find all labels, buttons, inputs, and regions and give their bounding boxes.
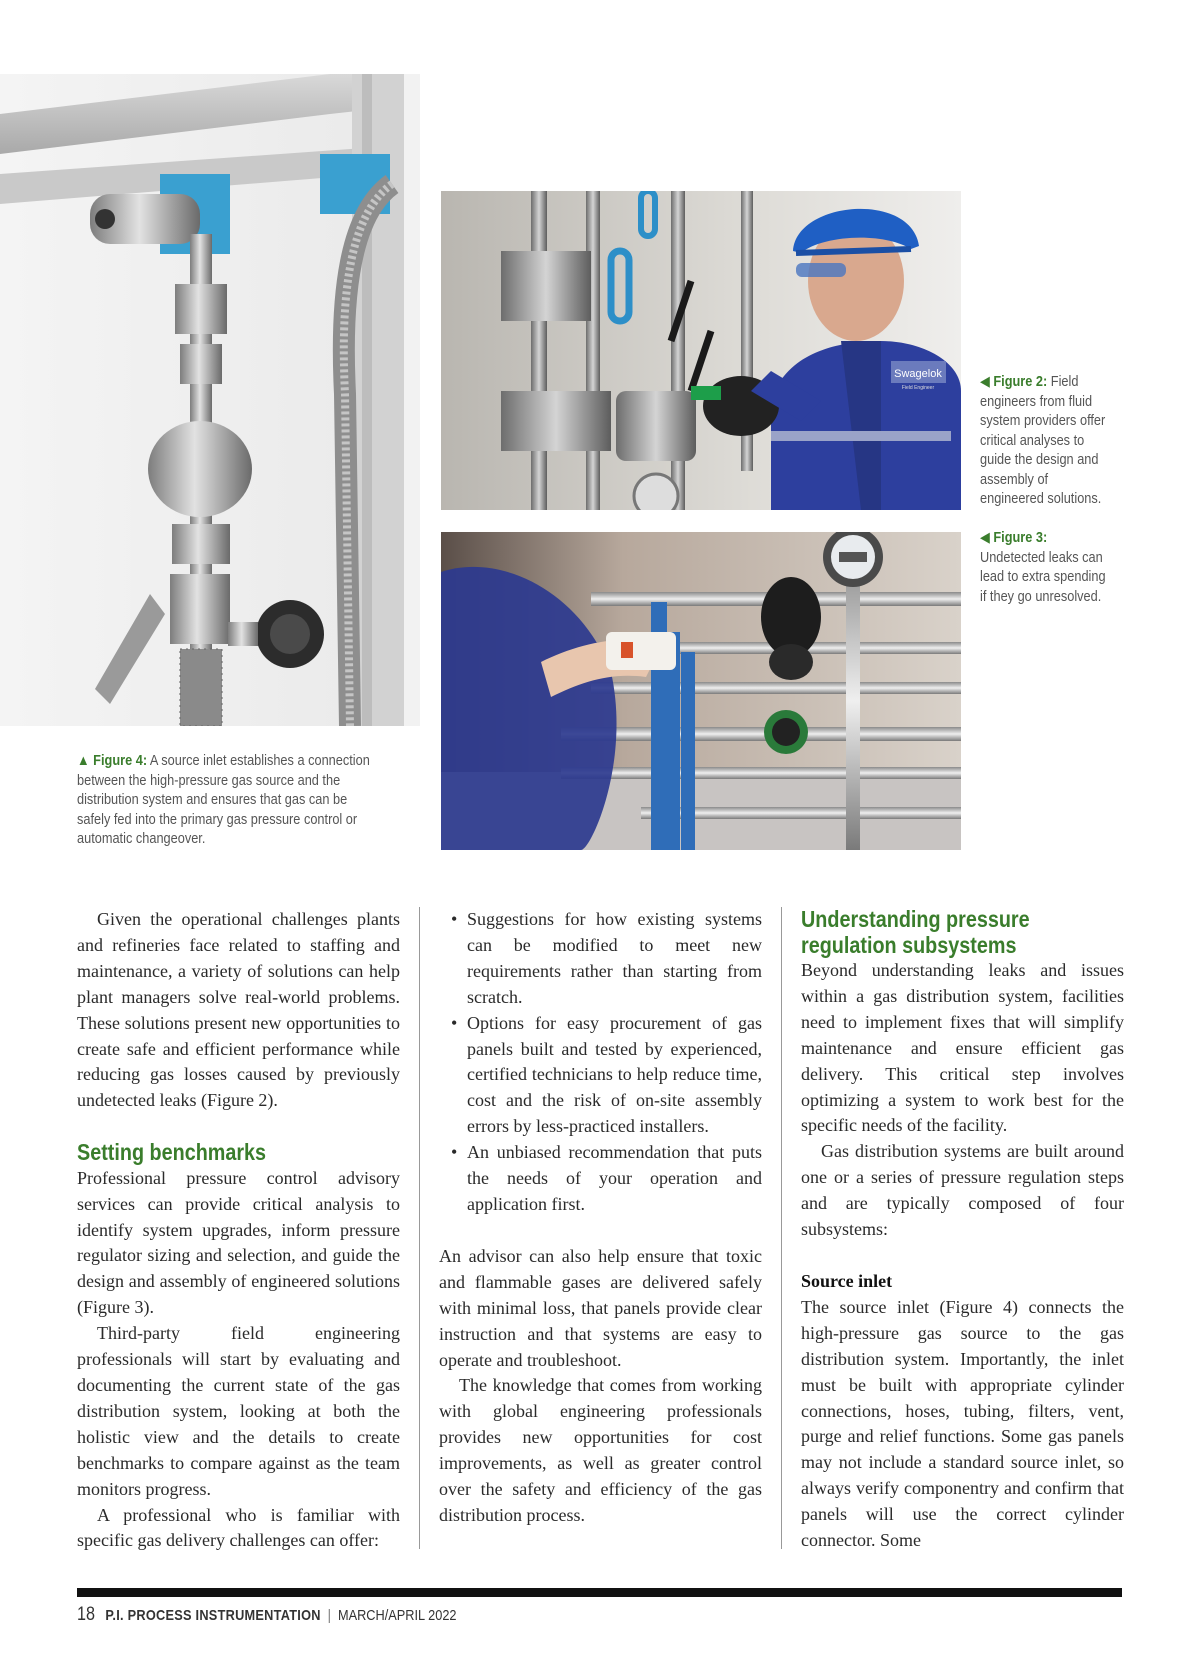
paragraph: The source inlet (Figure 4) connects the high-pressure gas source to the gas distribution system. Importantly, the inlet must be built with appropriate cylinder connections, hoses, tubing, filters, vent, purge and relief functions. Some gas panels may not include a standard source inlet, so always verify componentry and confirm that panels will use the correct cylinder connector. Some bbox=[801, 1296, 1124, 1551]
paragraph: The knowledge that comes from working with global engineering professionals provides new opportunities for cost improvements, as well as greater control over the safety and efficiency of the gas distribution process. bbox=[439, 1375, 762, 1525]
issue-date: MARCH/APRIL 2022 bbox=[337, 1607, 457, 1624]
paragraph: An advisor can also help ensure that toxic and flammable gases are delivered safely with minimal loss, that panels provide clear instruction and that systems are easy to operate and troubleshoot. bbox=[439, 1245, 762, 1370]
column-divider bbox=[781, 907, 782, 1549]
heading-pressure-regulation: Understanding pressure regulation subsystems bbox=[801, 906, 1030, 958]
figure-2-caption bbox=[980, 373, 1110, 510]
field-engineer-badge: Field Engineer bbox=[901, 385, 935, 391]
figure-4-caption bbox=[77, 752, 379, 850]
paragraph: Third-party field engineering professionals will start by evaluating and documenting the current state of the gas distribution system, looking at both the holistic view and the details to create benchmarks to compare against as the team monitors progress. bbox=[77, 1323, 400, 1499]
figure-3-caption-text: Undetected leaks can lead to extra spending if they go unresolved. bbox=[980, 549, 1106, 605]
page-number: 18 bbox=[77, 1604, 95, 1625]
column-2 bbox=[439, 907, 762, 1529]
bullet-list bbox=[439, 907, 762, 1218]
figure-2-label: Figure 2: bbox=[993, 374, 1048, 390]
left-arrow-icon: ◀ bbox=[980, 530, 990, 546]
paragraph: Given the operational challenges plants and refineries face related to staffing and maintenance, a variety of solutions can help plant managers solve real-world problems. These solutions present new opportunities to create safe and efficient performance while reducing gas losses caused by previously undetected leaks (Figure 2). bbox=[77, 909, 400, 1111]
column-1 bbox=[77, 907, 400, 1554]
paragraph: Beyond understanding leaks and issues within a gas distribution system, facilities need to implement fixes that will simplify maintenance and ensure efficient gas delivery. This critical step involves optimizing a system to work best for the specific needs of the facility. bbox=[801, 960, 1124, 1136]
figure-4-caption-text: A source inlet establishes a connection between the high-pressure gas source and the distribution system and ensures that gas can be safely fed into the primary gas pressure control or automatic changeover. bbox=[77, 753, 370, 847]
paragraph: A professional who is familiar with specific gas delivery challenges can offer: bbox=[77, 1504, 400, 1551]
swagelok-badge: Swagelok bbox=[894, 368, 942, 380]
figure-4-photo bbox=[0, 74, 420, 726]
heading-setting-benchmarks: Setting benchmarks bbox=[77, 1139, 267, 1166]
heading-source-inlet: Source inlet bbox=[801, 1270, 893, 1291]
column-3 bbox=[801, 907, 1124, 1554]
bullet-icon: • bbox=[451, 1142, 458, 1163]
bullet-icon: • bbox=[451, 909, 458, 929]
column-divider bbox=[419, 907, 420, 1549]
page-footer bbox=[77, 1604, 457, 1626]
figure-4-label: Figure 4: bbox=[93, 753, 148, 769]
figure-3-caption bbox=[980, 529, 1110, 607]
footer-separator: | bbox=[327, 1607, 332, 1624]
figure-3-photo bbox=[441, 532, 961, 850]
figure-3-label: Figure 3: bbox=[993, 530, 1048, 546]
left-arrow-icon: ◀ bbox=[980, 374, 990, 390]
up-arrow-icon: ▲ bbox=[77, 753, 90, 769]
list-item: • Suggestions for how existing systems can be modified to meet new requirements rather than starting from scratch. bbox=[451, 909, 762, 1007]
list-item: • Options for easy procurement of gas panels built and tested by experienced, certified technicians to help reduce time, cost and the risk of on-site assembly errors by less-practiced installers. bbox=[451, 1012, 762, 1137]
paragraph: Gas distribution systems are built around one or a series of pressure regulation steps and are typically composed of four subsystems: bbox=[801, 1141, 1124, 1240]
paragraph: Professional pressure control advisory services can provide critical analysis to identify system upgrades, inform pressure regulator sizing and selection, and guide the design and assembly of engineered solutions (Figure 3). bbox=[77, 1167, 400, 1318]
list-item: • An unbiased recommendation that puts the needs of your operation and application first. bbox=[451, 1142, 762, 1214]
publication-name: P.I. PROCESS INSTRUMENTATION bbox=[105, 1607, 321, 1624]
figure-2-caption-text: Field engineers from fluid system providers offer critical analyses to guide the design and assembly of engineered solutions. bbox=[980, 374, 1106, 507]
footer-rule bbox=[77, 1588, 1122, 1597]
figure-2-photo bbox=[441, 191, 961, 510]
bullet-icon: • bbox=[451, 1012, 458, 1033]
